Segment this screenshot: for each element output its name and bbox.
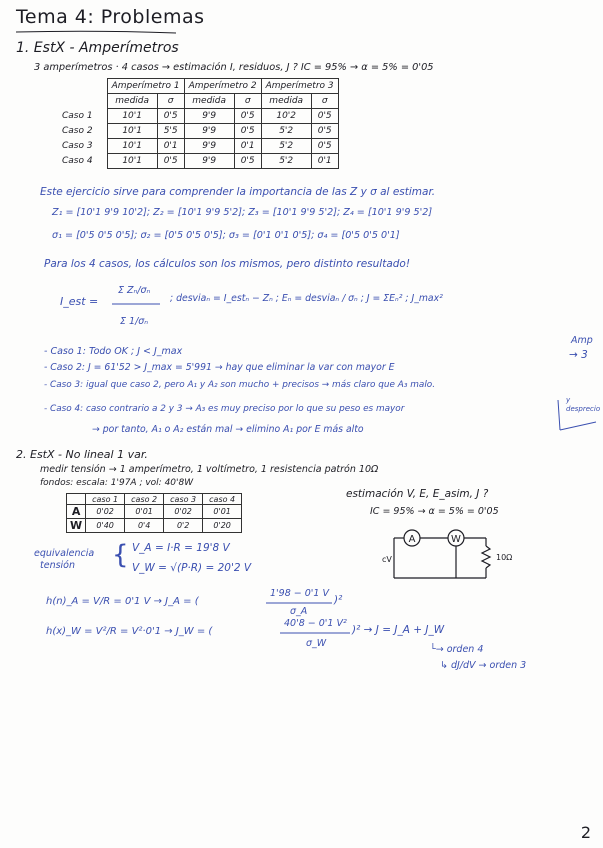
table-cell: 5'5 — [157, 124, 184, 139]
table-row — [67, 519, 242, 533]
sub-header: σ — [157, 94, 184, 109]
table-row — [58, 109, 338, 124]
table-row — [58, 154, 338, 169]
order-3-note: ↳ dJ/dV → orden 3 — [440, 660, 527, 671]
table-cell: 0'5 — [234, 109, 261, 124]
h-a-numerator: 1'98 − 0'1 V — [270, 588, 329, 599]
table-cell: 10'1 — [107, 109, 157, 124]
table-cell: 0'01 — [203, 505, 242, 519]
table-row — [58, 139, 338, 154]
case-1: - Caso 1: Todo OK ; J < J_max — [44, 346, 183, 357]
h-a-fraction-bar — [266, 602, 332, 604]
circuit-resistor: 10Ω — [496, 553, 513, 562]
h-a-end: )² — [334, 594, 343, 606]
col-header: caso 3 — [164, 494, 203, 505]
table-cell: 9'9 — [184, 154, 234, 169]
ammeter-table — [58, 78, 339, 169]
sub-header: medida — [261, 94, 311, 109]
side-note: y desprecio — [566, 396, 601, 413]
equivalence-label: equivalencia — [34, 548, 95, 559]
row-label: W — [67, 519, 86, 533]
section-2-heading: 2. EstX - No lineal 1 var. — [16, 448, 148, 461]
sub-header: medida — [107, 94, 157, 109]
row-label: Caso 3 — [62, 141, 93, 151]
formula-fraction-bar — [112, 303, 160, 305]
row-label: Caso 1 — [62, 111, 93, 121]
h-w-fraction-bar — [280, 632, 350, 634]
row-label: Caso 2 — [62, 126, 93, 136]
row-label: A — [67, 505, 86, 519]
case-4-conclusion: → por tanto, A₁ o A₂ están mal → elimino A₁ por E más alto — [92, 424, 364, 435]
title-underline — [16, 30, 176, 34]
sub-header: σ — [234, 94, 261, 109]
table-cell: 10'1 — [107, 139, 157, 154]
table-cell: 0'1 — [234, 139, 261, 154]
brace: { — [112, 540, 129, 570]
table-cell: 0'40 — [86, 519, 125, 533]
equivalence-label-2: tensión — [40, 560, 76, 571]
z-vectors: Z₁ = [10'1 9'9 10'2]; Z₂ = [10'1 9'9 5'2]; Z₃ = [10'1 9'9 5'2]; Z₄ = [10'1 9'9 5'2] — [52, 207, 433, 218]
page-number: 2 — [580, 823, 591, 842]
h-w-numerator: 40'8 − 0'1 V² — [284, 618, 347, 629]
col-header: caso 1 — [86, 494, 125, 505]
note-line: Este ejercicio sirve para comprender la importancia de las Z y σ al estimar. — [40, 186, 436, 198]
case-table — [66, 493, 242, 533]
table-cell: 5'2 — [261, 124, 311, 139]
vw-equation: V_W = √(P·R) = 20'2 V — [132, 562, 252, 574]
table-cell: 0'20 — [203, 519, 242, 533]
page-title: Tema 4: Problemas — [16, 6, 205, 28]
h-w-lhs: h(x)_W = V²/R = V²·0'1 → J_W = ( — [46, 626, 213, 637]
table-cell: 10'2 — [261, 109, 311, 124]
col-header: caso 4 — [203, 494, 242, 505]
amp-value: → 3 — [569, 349, 588, 361]
order-4-note: └→ orden 4 — [430, 644, 484, 655]
formula-denominator: Σ 1/σₙ — [120, 316, 149, 327]
row-label: Caso 4 — [62, 156, 93, 166]
formula-lhs: I_est = — [60, 295, 99, 308]
table-cell: 0'5 — [157, 109, 184, 124]
circuit-voltage: cV — [382, 555, 392, 564]
table-cell: 5'2 — [261, 139, 311, 154]
table-cell: 0'5 — [157, 154, 184, 169]
table-cell: 10'1 — [107, 154, 157, 169]
circuit-wattmeter: W — [451, 534, 461, 545]
formula-numerator: Σ Zₙ/σₙ — [118, 285, 151, 296]
group-header: Amperímetro 2 — [184, 79, 261, 94]
sub-header: σ — [311, 94, 338, 109]
table-cell: 0'5 — [311, 124, 338, 139]
table-cell: 0'01 — [125, 505, 164, 519]
case-4: - Caso 4: caso contrario a 2 y 3 → A₃ es muy preciso por lo que su peso es mayor — [44, 404, 405, 414]
table-cell: 10'1 — [107, 124, 157, 139]
table-cell: 0'5 — [234, 124, 261, 139]
table-cell: 0'02 — [164, 505, 203, 519]
confidence-interval: IC = 95% → α = 5% = 0'05 — [370, 506, 499, 517]
h-w-end: )² → J = J_A + J_W — [352, 624, 445, 636]
table-cell: 9'9 — [184, 124, 234, 139]
sigma-vectors: σ₁ = [0'5 0'5 0'5]; σ₂ = [0'5 0'5 0'5]; σ₃ = [0'1 0'1 0'5]; σ₄ = [0'5 0'5 0'1] — [52, 230, 400, 241]
table-cell: 0'5 — [311, 139, 338, 154]
table-cell: 0'1 — [311, 154, 338, 169]
h-w-denominator: σ_W — [306, 638, 327, 649]
table-cell: 9'9 — [184, 139, 234, 154]
section-1-heading: 1. EstX - Amperímetros — [16, 40, 179, 56]
case-3: - Caso 3: igual que caso 2, pero A₁ y A₂ son mucho + precisos → más claro que A₃ malo. — [44, 380, 436, 390]
section-1-intro: 3 amperímetros · 4 casos → estimación I, residuos, J ? IC = 95% → α = 5% = 0'05 — [34, 62, 434, 73]
table-cell: 9'9 — [184, 109, 234, 124]
table-cell: 0'5 — [234, 154, 261, 169]
va-equation: V_A = I·R = 19'8 V — [132, 542, 230, 554]
group-header: Amperímetro 1 — [107, 79, 184, 94]
h-a-denominator: σ_A — [290, 606, 308, 617]
estimation-question: estimación V, E, E_asim, J ? — [346, 488, 489, 500]
group-header: Amperímetro 3 — [261, 79, 338, 94]
table-row — [58, 124, 338, 139]
circuit-diagram — [380, 518, 530, 588]
table-cell: 0'5 — [311, 109, 338, 124]
section-2-line-1: medir tensión → 1 amperímetro, 1 voltímetro, 1 resistencia patrón 10Ω — [40, 464, 379, 475]
col-header: caso 2 — [125, 494, 164, 505]
side-bracket — [558, 392, 601, 432]
table-cell: 0'1 — [157, 139, 184, 154]
table-cell: 0'02 — [86, 505, 125, 519]
amp-label: Amp — [571, 335, 593, 346]
table-cell: 0'2 — [164, 519, 203, 533]
formula-rest: ; desviaₙ = I_estₙ − Zₙ ; Eₙ = desviaₙ / σₙ ; J = ΣEₙ² ; J_max² — [170, 293, 443, 304]
circuit-ammeter: A — [408, 534, 416, 545]
h-a-lhs: h(n)_A = V/R = 0'1 V → J_A = ( — [46, 596, 199, 607]
table-cell: 5'2 — [261, 154, 311, 169]
table-row — [67, 505, 242, 519]
section-2-line-2: fondos: escala: 1'97A ; vol: 40'8W — [40, 478, 194, 488]
sub-header: medida — [184, 94, 234, 109]
paragraph-cases: Para los 4 casos, los cálculos son los mismos, pero distinto resultado! — [44, 258, 411, 270]
case-2: - Caso 2: J = 61'52 > J_max = 5'991 → hay que eliminar la var con mayor E — [44, 362, 395, 373]
table-cell: 0'4 — [125, 519, 164, 533]
